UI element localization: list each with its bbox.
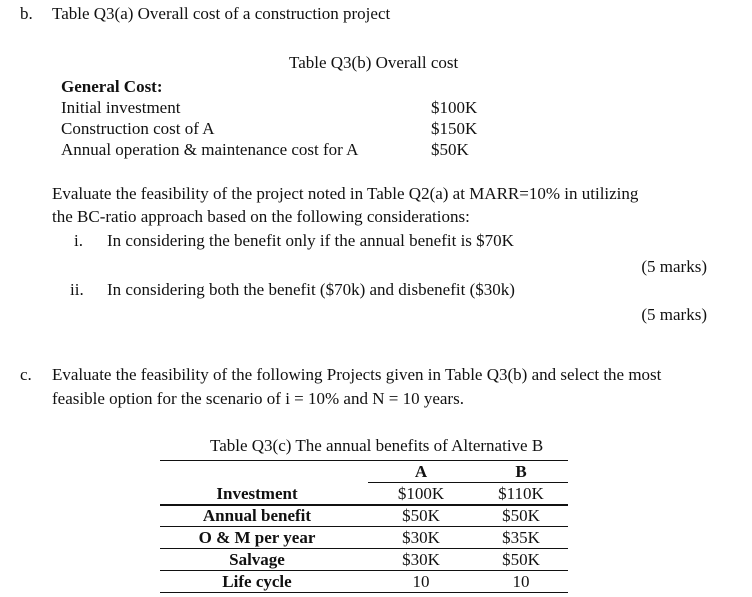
- cell-b: $50K: [502, 550, 540, 569]
- cell-b: 10: [512, 572, 530, 591]
- cell-b: $35K: [502, 528, 540, 547]
- row-label: Salvage: [229, 550, 285, 569]
- cost-item-value: $100K: [431, 98, 478, 117]
- section-c-prompt-line1: Evaluate the feasibility of the following Projects given in Table Q3(b) and select the most: [52, 365, 662, 384]
- item-number: i.: [74, 231, 83, 250]
- cost-item-value: $150K: [431, 119, 478, 138]
- row-label: Life cycle: [222, 572, 292, 591]
- table-row: [160, 504, 568, 526]
- table-q3c-caption: Table Q3(c) The annual benefits of Alternative B: [210, 436, 544, 455]
- item-number: ii.: [70, 280, 84, 299]
- alternatives-table: [160, 460, 568, 592]
- section-b-label: b.: [20, 4, 33, 23]
- row-label: Annual benefit: [202, 506, 312, 525]
- item-marks: (5 marks): [641, 305, 707, 324]
- item-text: In considering both the benefit ($70k) and disbenefit ($30k): [107, 280, 515, 299]
- cost-item-label: Annual operation & maintenance cost for A: [61, 140, 359, 159]
- table-row: [160, 482, 568, 504]
- cell-a: $30K: [402, 528, 440, 547]
- section-b-prompt-line2: the BC-ratio approach based on the following considerations:: [52, 207, 470, 226]
- table-row: [160, 548, 568, 570]
- cell-a: $30K: [402, 550, 440, 569]
- row-label: O & M per year: [198, 528, 316, 547]
- cost-item-label: Initial investment: [61, 98, 181, 117]
- column-header: B: [515, 462, 527, 481]
- column-header: A: [414, 462, 428, 481]
- section-c-prompt-line2: feasible option for the scenario of i = 10% and N = 10 years.: [52, 389, 464, 408]
- cost-item-value: $50K: [431, 140, 469, 159]
- cell-a: 10: [412, 572, 430, 591]
- table-header-row: [160, 460, 568, 482]
- table-row: [160, 570, 568, 592]
- item-marks: (5 marks): [641, 257, 707, 276]
- cost-item-label: Construction cost of A: [61, 119, 215, 138]
- item-text: In considering the benefit only if the annual benefit is $70K: [107, 231, 514, 250]
- section-c-label: c.: [20, 365, 32, 384]
- section-b-heading: Table Q3(a) Overall cost of a construction project: [52, 4, 391, 23]
- cell-b: $50K: [502, 506, 540, 525]
- row-label: Investment: [216, 484, 298, 503]
- table-q3b-caption: Table Q3(b) Overall cost: [289, 53, 459, 72]
- cell-a: $100K: [397, 484, 445, 503]
- general-cost-title: General Cost:: [61, 77, 163, 96]
- table-bottom-rule: [160, 592, 568, 593]
- cell-a: $50K: [402, 506, 440, 525]
- table-row: [160, 526, 568, 548]
- cell-b: $110K: [498, 484, 544, 503]
- section-b-prompt-line1: Evaluate the feasibility of the project noted in Table Q2(a) at MARR=10% in utilizing: [52, 184, 639, 203]
